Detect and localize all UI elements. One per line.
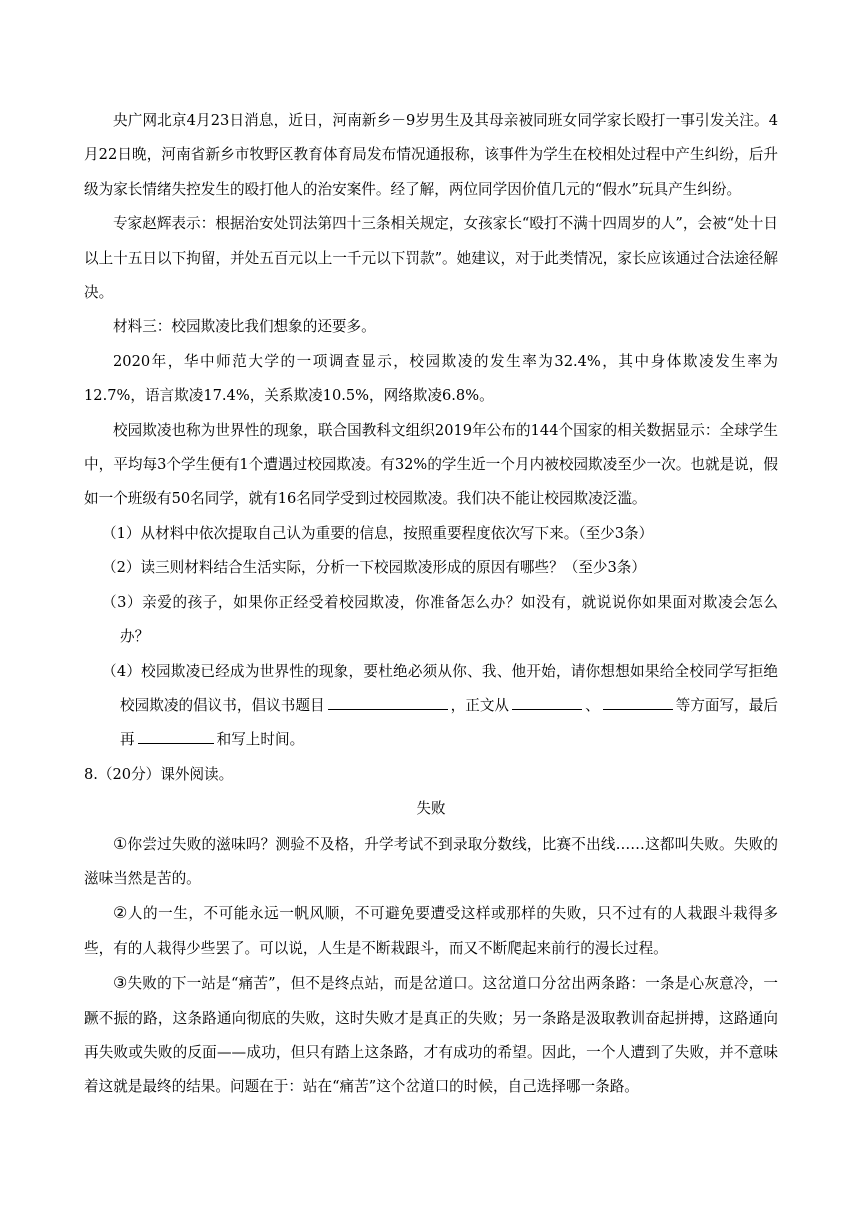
essay-paragraph-3 [84, 966, 778, 1105]
essay-paragraph-1-text: 你尝过失败的滋味吗？测验不及格，升学考试不到录取分数线，比赛不出线……这都叫失败。失败的滋味当然是苦的。 [84, 835, 778, 887]
question-3: （3）亲爱的孩子，如果你正经受着校园欺凌，你准备怎么办？如没有，就说说你如果面对欺凌会怎么办？ [102, 593, 778, 646]
essay-paragraph-2 [84, 896, 778, 966]
essay-paragraph-3-text: 失败的下一站是“痛苦”，但不是终点站，而是岔道口。这岔道口分岔出两条路：一条是心灰意冷，一蹶不振的路，这条路通向彻底的失败，这时失败才是真正的失败；另一条路是汲取教训奋起拼搏，这路通向再失败或失败的反面——成功，但只有踏上这条路，才有成功的希望。因此，一个人遭到了失败，并不意味着这就是最终的结果。问题在于：站在“痛苦”这个岔道口的时候，自己选择哪一条路。 [84, 975, 778, 1096]
document-content [84, 104, 778, 1105]
answer-blank-aspect-1[interactable] [512, 693, 582, 710]
essay-paragraph-1 [84, 827, 778, 897]
answer-blank-ending[interactable] [138, 727, 214, 744]
question-4-part-a: （4）校园欺凌已经成为世界性的现象，要杜绝必须从你、我、他开始，请你想想如果给全校同学写拒绝校园欺凌的倡议书，倡议书题目 [102, 662, 778, 714]
paragraph-number-2: ② [113, 903, 128, 923]
paragraph-number-3: ③ [113, 973, 128, 993]
paragraph-unesco: 校园欺凌也称为世界性的现象，联合国教科文组织2019年公布的144个国家的相关数据显示：全球学生中，平均每3个学生便有1个遭遇过校园欺凌。有32%的学生近一个月内被校园欺凌至少一次。也就是说，假如一个班级有50名同学，就有16名同学受到过校园欺凌。我们决不能让校园欺凌泛滥。 [84, 421, 778, 508]
question-4-part-d: 等方面写，最后再 [120, 696, 778, 749]
question-4-part-e: 和写上时间。 [216, 731, 305, 749]
paragraph-survey: 2020年，华中师范大学的一项调查显示，校园欺凌的发生率为32.4%，其中身体欺凌发生率为12.7%，语言欺凌17.4%，关系欺凌10.5%，网络欺凌6.8%。 [84, 352, 778, 405]
question-1: （1）从材料中依次提取自己认为重要的信息，按照重要程度依次写下来。（至少3条） [102, 524, 654, 542]
question-4 [102, 655, 778, 758]
paragraph-news: 央广网北京4月23日消息，近日，河南新乡－9岁男生及其母亲被同班女同学家长殴打一事引发关注。4月22日晚，河南省新乡市牧野区教育体育局发布情况通报称，该事件为学生在校相处过程中产生纠纷，后升级为家长情绪失控发生的殴打他人的治安案件。经了解，两位同学因价值几元的“假水”玩具产生纠纷。 [84, 112, 778, 198]
answer-blank-title[interactable] [328, 693, 448, 710]
essay-paragraph-2-text: 人的一生，不可能永远一帆风顺，不可避免要遭受这样或那样的失败，只不过有的人栽跟斗栽得多些，有的人栽得少些罢了。可以说，人生是不断栽跟斗，而又不断爬起来前行的漫长过程。 [84, 905, 778, 957]
paragraph-number-1: ① [113, 833, 128, 853]
question-4-part-b: ，正文从 [450, 696, 510, 714]
paragraph-expert: 专家赵辉表示：根据治安处罚法第四十三条相关规定，女孩家长“殴打不满十四周岁的人”，会被“处十日以上十五日以下拘留，并处五百元以上一千元以下罚款”。她建议，对于此类情况，家长应该通过合法途径解决。 [84, 215, 778, 302]
essay-title: 失败 [416, 800, 446, 818]
paragraph-material-three: 材料三：校园欺凌比我们想象的还要多。 [113, 318, 376, 336]
question-2: （2）读三则材料结合生活实际，分析一下校园欺凌形成的原因有哪些？（至少3条） [102, 559, 646, 577]
question-4-part-c: 、 [585, 696, 600, 714]
section-8-header: 8.（20分）课外阅读。 [84, 765, 234, 783]
answer-blank-aspect-2[interactable] [603, 693, 673, 710]
